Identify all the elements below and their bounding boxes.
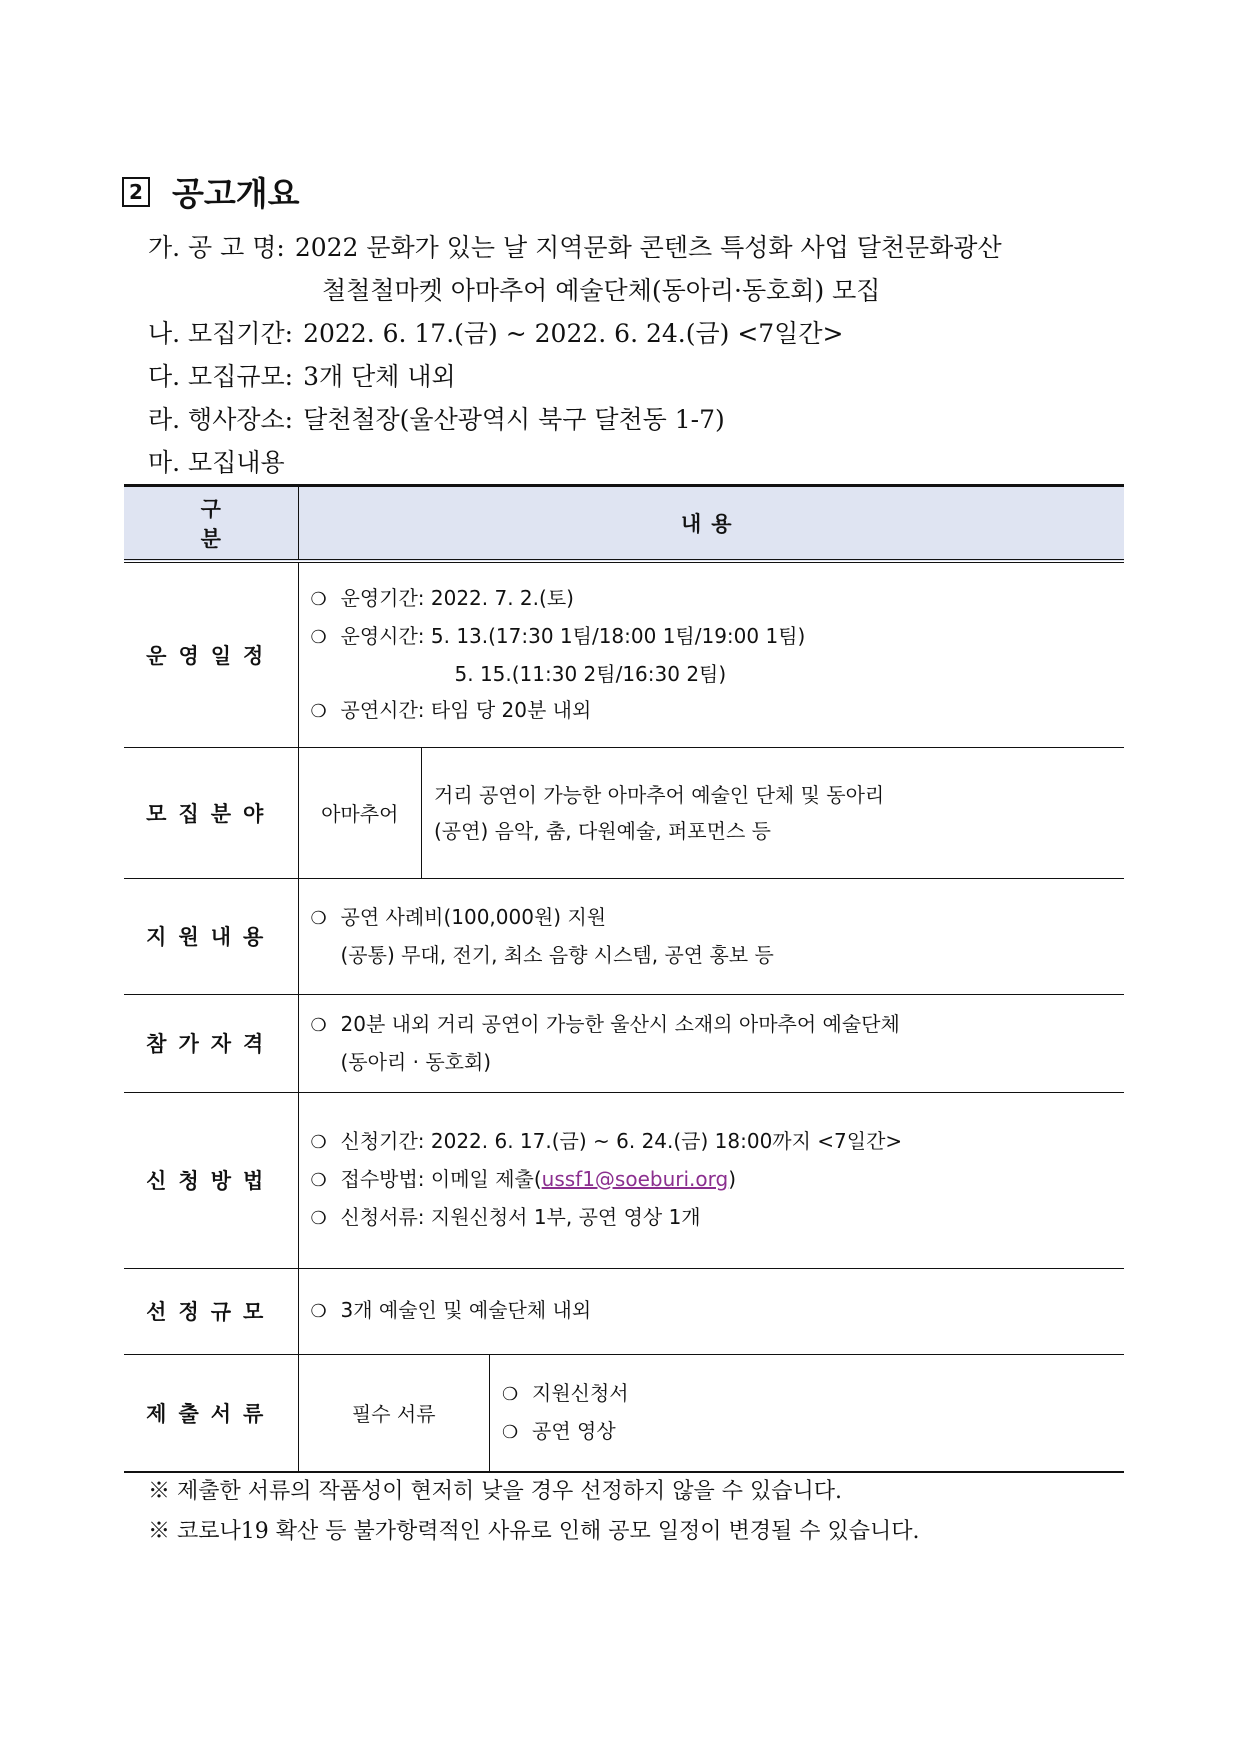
note-quality: ※ 제출한 서류의 작품성이 현저히 낮을 경우 선정하지 않을 수 있습니다. bbox=[148, 1479, 842, 1504]
info-content: 마. 모집내용 bbox=[148, 448, 285, 477]
circle-bullet-icon: ❍ bbox=[310, 1170, 327, 1191]
section-number-box: 2 bbox=[122, 177, 150, 207]
row-label: 제출서류 bbox=[124, 1354, 298, 1472]
section-title: 공고개요 bbox=[172, 174, 300, 213]
circle-bullet-icon: ❍ bbox=[310, 908, 327, 929]
table-row-field: 모집분야 아마추어 거리 공연이 가능한 아마추어 예술인 단체 및 동아리 (공연) 음악, 춤, 다원예술, 퍼포먼스 등 bbox=[124, 747, 1124, 878]
circle-bullet-icon: ❍ bbox=[502, 1383, 519, 1405]
section-heading bbox=[122, 168, 300, 215]
header-category: 구분 bbox=[124, 486, 298, 562]
table-row-documents: 제출서류 필수 서류 ❍ 지원신청서 ❍ 공연 영상 bbox=[124, 1354, 1124, 1472]
circle-bullet-icon: ❍ bbox=[310, 1208, 327, 1229]
circle-bullet-icon: ❍ bbox=[310, 588, 327, 610]
circle-bullet-icon: ❍ bbox=[310, 1132, 327, 1153]
table-row-support: 지원내용 ❍ 공연 사례비(100,000원) 지원 (공통) 무대, 전기, 최소 음향 시스템, 공연 홍보 등 bbox=[124, 878, 1124, 994]
header-content: 내용 bbox=[298, 486, 1124, 562]
circle-bullet-icon: ❍ bbox=[310, 700, 327, 722]
circle-bullet-icon: ❍ bbox=[310, 626, 327, 648]
info-title: 가. 공 고 명: 2022 문화가 있는 날 지역문화 콘텐츠 특성화 사업 달천문화광산 bbox=[148, 233, 1002, 262]
row-label: 신청방법 bbox=[124, 1092, 298, 1268]
info-scale: 다. 모집규모: 3개 단체 내외 bbox=[148, 362, 456, 391]
table-row-schedule: 운영일정 ❍ 운영기간: 2022. 7. 2.(토) ❍ 운영시간: 5. 13.(17:30 1팀/18:00 1팀/19:00 1팀) 5. 15.(11:30 2팀/16:30 2팀) ❍ 공연시간: 타임 당 20분 내외 bbox=[124, 561, 1124, 747]
table-row-apply: 신청방법 ❍ 신청기간: 2022. 6. 17.(금) ~ 6. 24.(금) 18:00까지 <7일간> ❍ 접수방법: 이메일 제출( ussf1@soeburi.org ) ❍ 신청서류: 지원신청서 1부, 공연 영상 1개 bbox=[124, 1092, 1124, 1268]
row-label: 지원내용 bbox=[124, 878, 298, 994]
note-covid: ※ 코로나19 확산 등 불가항력적인 사유로 인해 공모 일정이 변경될 수 있습니다. bbox=[148, 1519, 920, 1544]
info-venue: 라. 행사장소: 달천철장(울산광역시 북구 달천동 1-7) bbox=[148, 405, 725, 434]
email-link[interactable]: ussf1@soeburi.org bbox=[541, 1167, 729, 1191]
table-row-selection: 선정규모 ❍ 3개 예술인 및 예술단체 내외 bbox=[124, 1268, 1124, 1354]
circle-bullet-icon: ❍ bbox=[310, 1015, 327, 1036]
sub-label-amateur: 아마추어 bbox=[299, 748, 422, 878]
table-row-eligibility: 참가자격 ❍ 20분 내외 거리 공연이 가능한 울산시 소재의 아마추어 예술단체 (동아리 · 동호회) bbox=[124, 994, 1124, 1092]
circle-bullet-icon: ❍ bbox=[310, 1301, 327, 1322]
circle-bullet-icon: ❍ bbox=[502, 1421, 519, 1443]
info-period: 나. 모집기간: 2022. 6. 17.(금) ~ 2022. 6. 24.(금) <7일간> bbox=[148, 319, 844, 348]
row-label: 선정규모 bbox=[124, 1268, 298, 1354]
sub-label-required: 필수 서류 bbox=[299, 1355, 490, 1471]
info-title-cont: 철철철마켓 아마추어 예술단체(동아리·동호회) 모집 bbox=[322, 276, 881, 305]
row-label: 모집분야 bbox=[124, 747, 298, 878]
row-label: 운영일정 bbox=[124, 561, 298, 747]
row-label: 참가자격 bbox=[124, 994, 298, 1092]
recruitment-table bbox=[124, 484, 1124, 1473]
table-header-row bbox=[124, 486, 1124, 562]
